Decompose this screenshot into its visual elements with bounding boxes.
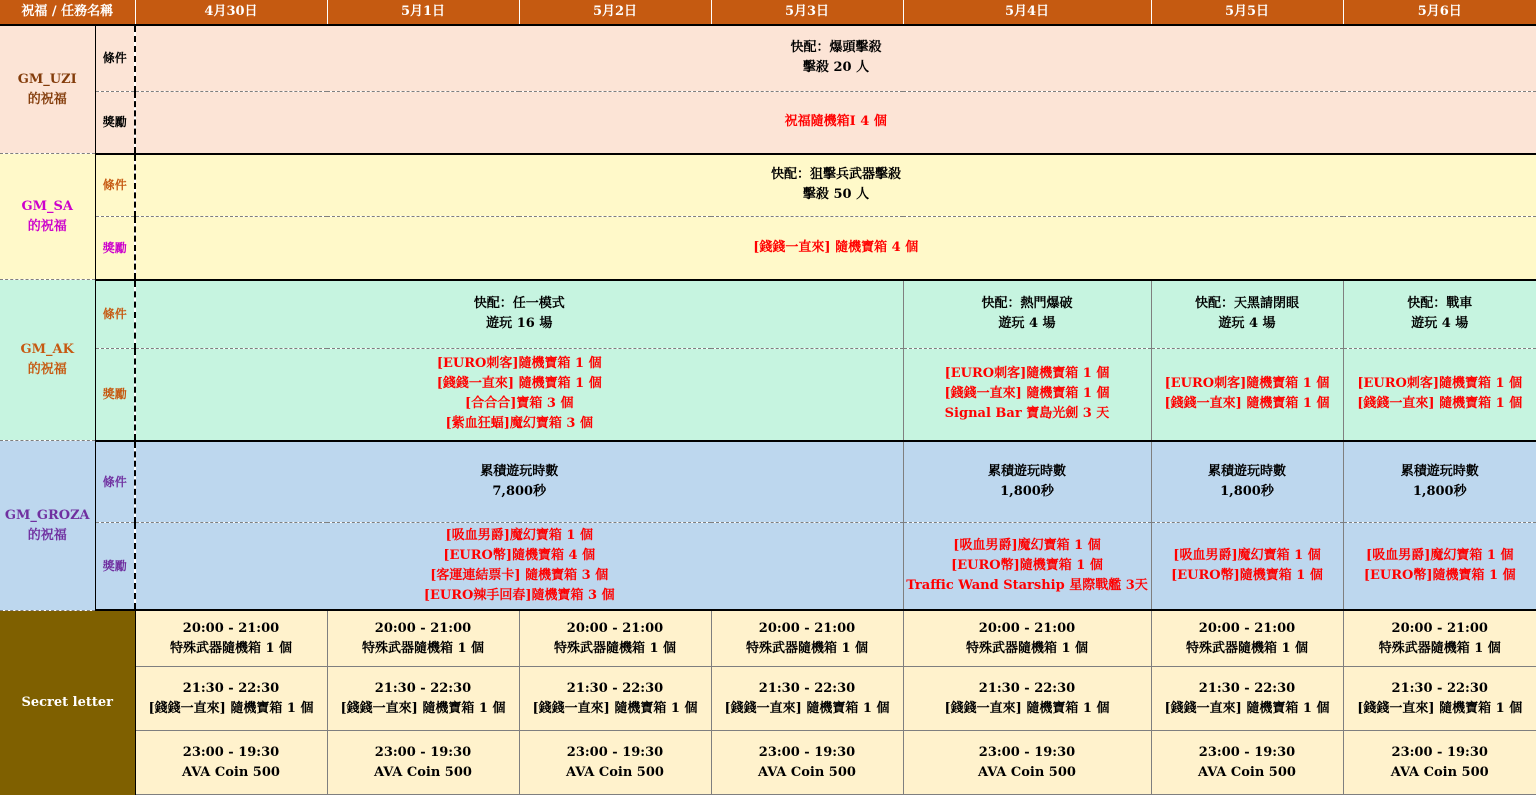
- slot-time: 21:30 - 22:30: [566, 680, 664, 696]
- secret-letter-slot: [711, 610, 903, 666]
- groza-condition: [135, 441, 903, 523]
- condition-label: 條件: [95, 25, 135, 91]
- group-name-line: 的祝福: [27, 91, 67, 107]
- secret-letter-slot: [519, 610, 711, 666]
- reward-line: [紫血狂蝠]魔幻寶箱 3 個: [445, 416, 593, 432]
- condition-label: 條件: [95, 441, 135, 523]
- slot-reward: [錢錢一直來] 隨機寶箱 1 個: [944, 700, 1110, 716]
- slot-reward: AVA Coin 500: [1390, 764, 1489, 780]
- ak-reward: [1343, 348, 1536, 441]
- slot-reward: 特殊武器隨機箱 1 個: [361, 640, 485, 656]
- secret-letter-slot: [1151, 667, 1343, 731]
- condition-label: 條件: [95, 280, 135, 348]
- slot-time: 23:00 - 19:30: [758, 744, 856, 760]
- ak-condition: [135, 280, 903, 348]
- groza-condition: [1151, 441, 1343, 523]
- groza-condition: [1343, 441, 1536, 523]
- ak-condition: [903, 280, 1151, 348]
- condition-line: 7,800秒: [492, 483, 547, 499]
- secret-letter-slot: [135, 667, 327, 731]
- condition-line: 快配：狙擊兵武器擊殺: [770, 167, 901, 183]
- ak-reward: [135, 348, 903, 441]
- sa-condition: [135, 154, 1536, 216]
- groza-reward: [903, 523, 1151, 611]
- slot-reward: [錢錢一直來] 隨機寶箱 1 個: [724, 700, 890, 716]
- groza-condition: [903, 441, 1151, 523]
- header-date: 5月1日: [327, 0, 519, 25]
- slot-time: 21:30 - 22:30: [1198, 680, 1296, 696]
- slot-time: 20:00 - 21:00: [758, 620, 856, 636]
- ak-condition: [1151, 280, 1343, 348]
- condition-line: 擊殺 50 人: [802, 187, 870, 203]
- reward-line: [EURO刺客]隨機寶箱 1 個: [1164, 376, 1330, 392]
- secret-letter-slot: [903, 610, 1151, 666]
- reward-label: 獎勵: [95, 348, 135, 441]
- slot-reward: [錢錢一直來] 隨機寶箱 1 個: [340, 700, 506, 716]
- reward-line: [錢錢一直來] 隨機寶箱 1 個: [944, 386, 1110, 402]
- condition-line: 遊玩 4 場: [998, 316, 1056, 332]
- slot-time: 21:30 - 22:30: [1391, 680, 1488, 696]
- reward-label: 獎勵: [95, 523, 135, 611]
- slot-reward: 特殊武器隨機箱 1 個: [1378, 640, 1501, 656]
- header-date: 5月2日: [519, 0, 711, 25]
- condition-line: 快配：熱門爆破: [981, 296, 1073, 312]
- ak-condition: [1343, 280, 1536, 348]
- uzi-reward: 祝福隨機箱I 4 個: [135, 91, 1536, 153]
- ak-reward: [903, 348, 1151, 441]
- slot-time: 23:00 - 19:30: [1198, 744, 1296, 760]
- group-name-line: GM_AK: [20, 342, 74, 358]
- secret-letter-slot: [519, 667, 711, 731]
- secret-letter-slot: [135, 610, 327, 666]
- secret-letter-slot: [1151, 731, 1343, 795]
- condition-line: 快配：戰車: [1407, 296, 1473, 312]
- group-name-line: GM_UZI: [17, 71, 77, 87]
- reward-line: [EURO刺客]隨機寶箱 1 個: [1357, 376, 1523, 392]
- header-date: 5月5日: [1151, 0, 1343, 25]
- reward-label: 獎勵: [95, 91, 135, 153]
- slot-time: 23:00 - 19:30: [374, 744, 472, 760]
- reward-line: [合合合]寶箱 3 個: [465, 396, 574, 412]
- secret-letter-slot: [1343, 610, 1536, 666]
- reward-line: [錢錢一直來] 隨機寶箱 1 個: [436, 376, 602, 392]
- slot-reward: [錢錢一直來] 隨機寶箱 1 個: [148, 700, 314, 716]
- uzi-condition: [135, 25, 1536, 91]
- slot-time: 21:30 - 22:30: [182, 680, 280, 696]
- condition-line: 遊玩 4 場: [1218, 316, 1276, 332]
- slot-reward: AVA Coin 500: [978, 764, 1076, 780]
- reward-line: [EURO辣手回春]隨機寶箱 3 個: [423, 588, 615, 604]
- slot-time: 23:00 - 19:30: [978, 744, 1076, 760]
- condition-line: 遊玩 4 場: [1411, 316, 1469, 332]
- condition-line: 累積遊玩時數: [987, 463, 1066, 479]
- reward-line: Traffic Wand Starship 星際戰艦 3天: [906, 578, 1148, 594]
- group-name-line: 的祝福: [27, 362, 67, 378]
- reward-line: [錢錢一直來] 隨機寶箱 1 個: [1164, 396, 1330, 412]
- groza-reward: [1343, 523, 1536, 611]
- slot-time: 20:00 - 21:00: [1391, 620, 1488, 636]
- reward-line: [客運連結票卡] 隨機寶箱 3 個: [430, 568, 609, 584]
- reward-line: [吸血男爵]魔幻寶箱 1 個: [1173, 548, 1321, 564]
- group-name-groza: [0, 441, 95, 610]
- condition-line: 快配：天黑請閉眼: [1194, 296, 1299, 312]
- condition-line: 快配：任一模式: [473, 296, 565, 312]
- slot-reward: AVA Coin 500: [182, 764, 280, 780]
- slot-time: 20:00 - 21:00: [978, 620, 1076, 636]
- secret-letter-slot: [1343, 667, 1536, 731]
- slot-time: 20:00 - 21:00: [182, 620, 280, 636]
- header-corner: 祝福 / 任務名稱: [0, 0, 135, 25]
- groza-reward: [135, 523, 903, 611]
- condition-line: 1,800秒: [1220, 483, 1274, 499]
- group-name-ak: [0, 280, 95, 441]
- secret-letter-slot: [519, 731, 711, 795]
- secret-letter-slot: [327, 667, 519, 731]
- slot-time: 21:30 - 22:30: [374, 680, 472, 696]
- secret-letter-slot: [327, 610, 519, 666]
- reward-line: [EURO幣]隨機寶箱 1 個: [951, 558, 1103, 574]
- reward-line: [錢錢一直來] 隨機寶箱 1 個: [1357, 396, 1523, 412]
- slot-reward: [錢錢一直來] 隨機寶箱 1 個: [1357, 700, 1523, 716]
- secret-letter-slot: [327, 731, 519, 795]
- reward-line: [吸血男爵]魔幻寶箱 1 個: [953, 538, 1101, 554]
- secret-letter-label: Secret letter: [0, 610, 135, 794]
- slot-time: 21:30 - 22:30: [758, 680, 856, 696]
- group-name-sa: [0, 154, 95, 280]
- slot-reward: AVA Coin 500: [374, 764, 472, 780]
- condition-line: 擊殺 20 人: [802, 60, 870, 76]
- reward-line: [吸血男爵]魔幻寶箱 1 個: [1366, 548, 1514, 564]
- secret-letter-slot: [1151, 610, 1343, 666]
- header-date: 4月30日: [135, 0, 327, 25]
- groza-reward: [1151, 523, 1343, 611]
- header-date: 5月4日: [903, 0, 1151, 25]
- secret-letter-slot: [903, 667, 1151, 731]
- header-date: 5月3日: [711, 0, 903, 25]
- reward-label: 獎勵: [95, 216, 135, 279]
- ak-reward: [1151, 348, 1343, 441]
- secret-letter-slot: [711, 667, 903, 731]
- slot-reward: AVA Coin 500: [758, 764, 856, 780]
- slot-time: 20:00 - 21:00: [374, 620, 472, 636]
- secret-letter-slot: [135, 731, 327, 795]
- slot-reward: 特殊武器隨機箱 1 個: [965, 640, 1089, 656]
- slot-reward: AVA Coin 500: [1198, 764, 1296, 780]
- slot-time: 23:00 - 19:30: [1391, 744, 1488, 760]
- reward-line: [EURO刺客]隨機寶箱 1 個: [944, 366, 1110, 382]
- condition-line: 快配：爆頭擊殺: [790, 40, 882, 56]
- secret-letter-slot: [711, 731, 903, 795]
- reward-line: [EURO幣]隨機寶箱 1 個: [1171, 568, 1323, 584]
- sa-reward: [錢錢一直來] 隨機寶箱 4 個: [135, 216, 1536, 279]
- group-name-uzi: [0, 25, 95, 154]
- slot-reward: 特殊武器隨機箱 1 個: [553, 640, 677, 656]
- condition-line: 累積遊玩時數: [1207, 463, 1286, 479]
- slot-time: 23:00 - 19:30: [182, 744, 280, 760]
- slot-reward: [錢錢一直來] 隨機寶箱 1 個: [1164, 700, 1330, 716]
- reward-line: [EURO幣]隨機寶箱 4 個: [443, 548, 596, 564]
- condition-line: 1,800秒: [1000, 483, 1054, 499]
- slot-reward: [錢錢一直來] 隨機寶箱 1 個: [532, 700, 698, 716]
- condition-label: 條件: [95, 154, 135, 216]
- condition-line: 遊玩 16 場: [486, 316, 553, 332]
- secret-letter-slot: [903, 731, 1151, 795]
- slot-reward: 特殊武器隨機箱 1 個: [1185, 640, 1309, 656]
- secret-letter-slot: [1343, 731, 1536, 795]
- slot-time: 23:00 - 19:30: [566, 744, 664, 760]
- reward-line: [吸血男爵]魔幻寶箱 1 個: [445, 528, 593, 544]
- slot-time: 21:30 - 22:30: [978, 680, 1076, 696]
- slot-reward: AVA Coin 500: [566, 764, 664, 780]
- reward-line: [EURO幣]隨機寶箱 1 個: [1363, 568, 1516, 584]
- condition-line: 1,800秒: [1412, 483, 1467, 499]
- reward-line: Signal Bar 寶島光劍 3 天: [944, 406, 1110, 422]
- reward-line: [EURO刺客]隨機寶箱 1 個: [436, 356, 602, 372]
- header-date: 5月6日: [1343, 0, 1536, 25]
- slot-time: 20:00 - 21:00: [566, 620, 664, 636]
- condition-line: 累積遊玩時數: [1400, 463, 1479, 479]
- group-name-line: 的祝福: [27, 527, 67, 543]
- slot-reward: 特殊武器隨機箱 1 個: [169, 640, 293, 656]
- slot-time: 20:00 - 21:00: [1198, 620, 1296, 636]
- condition-line: 累積遊玩時數: [480, 463, 559, 479]
- group-name-line: 的祝福: [27, 218, 67, 234]
- group-name-line: GM_GROZA: [4, 507, 90, 523]
- group-name-line: GM_SA: [21, 198, 73, 214]
- slot-reward: 特殊武器隨機箱 1 個: [745, 640, 869, 656]
